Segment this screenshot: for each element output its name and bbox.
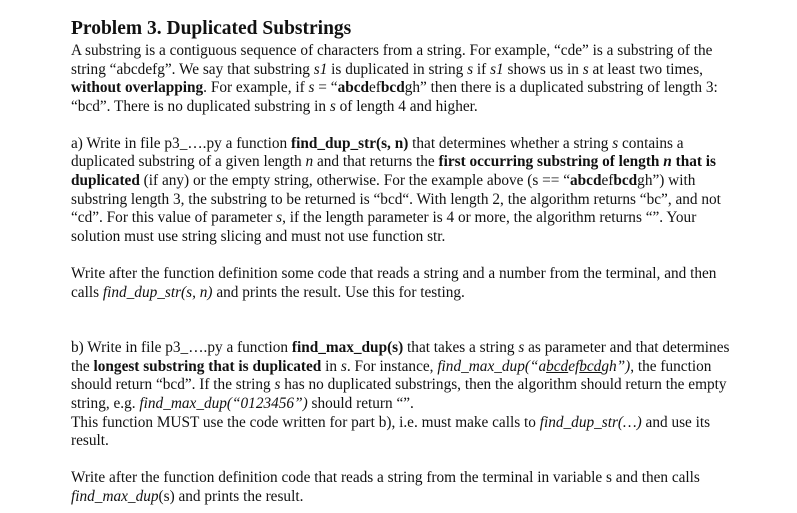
problem-title: Problem 3. Duplicated Substrings	[71, 18, 352, 39]
intro-text: shows us in	[503, 60, 583, 78]
part-a-text: , if the length parameter is 4 or more, the algorithm returns “”. Your solution must use string slicing and must not use function str.	[71, 209, 697, 245]
part-b-text: b) Write in file p3_….py a function	[71, 339, 292, 357]
var-s: s	[274, 376, 281, 394]
part-b-must-text: and use its result.	[71, 413, 711, 450]
call-find-max-dup-example: gh”)	[601, 357, 631, 375]
example-underlined-bcd: bcd	[579, 357, 602, 375]
var-s1: s1	[490, 60, 504, 78]
example-underlined-bcd: bcd	[546, 357, 569, 375]
part-a-text: a) Write in file p3_….py a function	[71, 134, 291, 152]
var-s: s	[582, 60, 589, 78]
emphasis-first-occurring: first occurring substring of length	[438, 153, 664, 171]
emphasis-is-duplicated: that is duplicated	[71, 153, 716, 190]
part-a-text: and that returns the	[313, 153, 439, 171]
call-find-dup-str: find_dup_str(…)	[539, 413, 642, 431]
intro-text: ef	[369, 79, 381, 97]
part-b-text: in	[321, 357, 341, 375]
intro-text: . For example, if	[203, 79, 309, 97]
part-a-text: (if any) or the empty string, otherwise. For the example above (s == “	[139, 172, 571, 190]
var-s: s	[612, 134, 619, 152]
intro-paragraph	[71, 42, 741, 116]
part-b-text: as parameter and that determines the	[71, 339, 730, 375]
intro-text: is duplicated in string	[327, 60, 468, 78]
part-b-test-text: (s) and prints the result.	[158, 487, 304, 505]
part-a-test-text: Write after the function definition some code that reads a string and a number from the terminal, and then calls	[71, 264, 717, 301]
emphasis-without-overlapping: without overlapping	[71, 79, 204, 97]
part-b-test-text: Write after the function definition code that reads a string from the terminal in variable s and then calls	[71, 469, 700, 487]
intro-text: at least two times,	[588, 60, 703, 78]
intro-text: gh” then there is a duplicated substring of length 3: “bcd”. There is no duplicated substring in	[71, 79, 718, 115]
var-s: s	[329, 97, 336, 115]
var-s: s	[340, 357, 347, 375]
part-b-text: has no duplicated substrings, then the algorithm should return the empty string, e.g.	[71, 376, 727, 412]
part-a-text: gh”) with substring length 3, the substring to be returned is “bcd“. With length 2, the algorithm returns “bc”, and not “cd”. For this value of parameter	[71, 172, 721, 227]
var-n-bold: n	[663, 153, 672, 171]
function-name-find-max-dup: find_max_dup(s)	[291, 339, 404, 357]
intro-text: = “	[314, 79, 338, 97]
problem-document	[71, 17, 741, 506]
var-s: s	[518, 339, 525, 357]
part-a-text: contains a duplicated substring of a given length	[71, 134, 684, 171]
var-s: s	[308, 79, 315, 97]
part-b-must-text: This function MUST use the code written for part b), i.e. must make calls to	[71, 413, 540, 431]
var-n: n	[305, 153, 314, 171]
part-b-testing-paragraph	[71, 469, 741, 506]
call-find-max-dup-example: ef	[568, 357, 580, 375]
part-b-text: should return “”.	[307, 394, 414, 412]
intro-text: if	[473, 60, 491, 78]
part-b-text: , the function should return “bcd”. If the string	[71, 357, 712, 394]
call-find-dup-str: find_dup_str(s, n)	[102, 283, 213, 301]
example-bold-bcd: bcd	[380, 79, 405, 97]
example-bold-abcd: abcd	[337, 79, 370, 97]
example-bold-abcd: abcd	[570, 172, 602, 190]
var-s: s	[467, 60, 474, 78]
var-s1: s1	[313, 60, 328, 78]
part-a-testing-paragraph	[71, 265, 741, 302]
call-find-max-dup-empty-example: find_max_dup(“0123456”)	[139, 394, 308, 412]
call-find-max-dup-example: find_max_dup(“a	[437, 357, 547, 375]
part-a-test-text: and prints the result. Use this for testing.	[212, 283, 465, 301]
intro-text: of length 4 and higher.	[335, 97, 478, 115]
part-b-text: that takes a string	[403, 339, 519, 357]
emphasis-longest-substring: longest substring that is duplicated	[93, 357, 322, 375]
example-bold-bcd: bcd	[613, 172, 638, 190]
function-name-find-dup-str: find_dup_str(s, n)	[291, 134, 409, 152]
part-a-paragraph	[71, 135, 741, 247]
part-a-text: that determines whether a string	[408, 134, 613, 152]
call-find-max-dup: find_max_dup	[71, 487, 159, 505]
part-a-text: ef	[601, 172, 614, 190]
intro-text: A substring is a contiguous sequence of characters from a string. For example, “cde” is a substring of the string “abcdefg”. We say that substring	[71, 42, 713, 78]
part-b-text: . For instance,	[346, 357, 438, 375]
part-b-paragraph	[71, 339, 741, 451]
var-s: s	[276, 209, 283, 227]
